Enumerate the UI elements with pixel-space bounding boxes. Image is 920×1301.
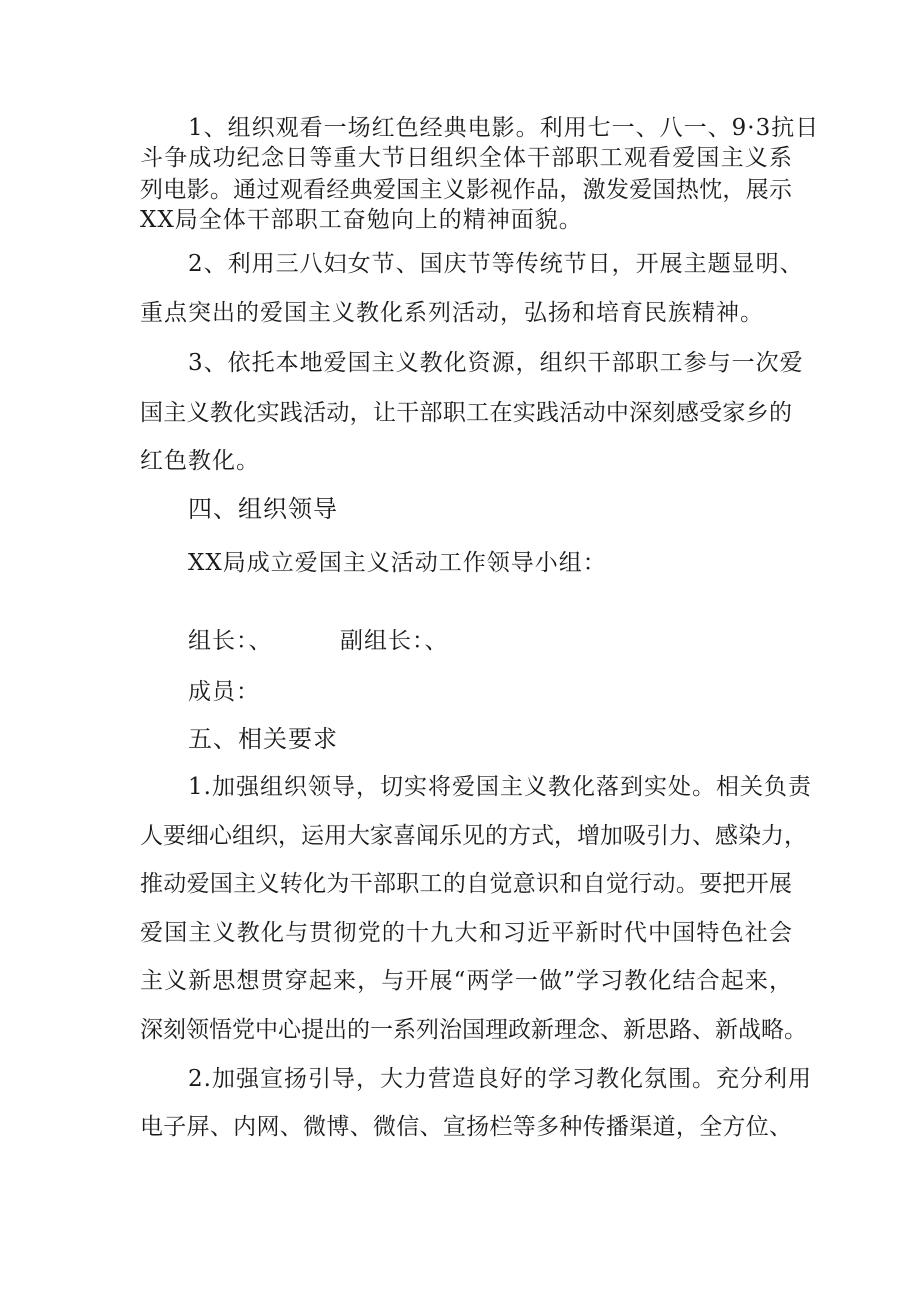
- section-heading: 五、相关要求: [188, 725, 338, 753]
- text-line: 人要细心组织，运用大家喜闻乐见的方式，增加吸引力、感染力，: [140, 823, 807, 849]
- text-line: 3、依托本地爱国主义教化资源，组织干部职工参与一次爱: [188, 350, 804, 376]
- text-line: 1、组织观看一场红色经典电影。利用七一、八一、9·3抗日: [188, 115, 820, 141]
- leader-label: 组长：、: [188, 628, 273, 654]
- members-label: 成员：: [188, 679, 260, 705]
- text-line: 2.加强宣扬引导，大力营造良好的学习教化氛围。充分利用: [188, 1066, 812, 1092]
- text-line: 电子屏、内网、微博、微信、宣扬栏等多种传播渠道，全方位、: [140, 1114, 792, 1140]
- text-line: 主义新思想贯穿起来，与开展“两学一做”学习教化结合起来，: [140, 968, 792, 994]
- text-line: 列电影。通过观看经典爱国主义影视作品，激发爱国热忱，展示: [140, 177, 792, 203]
- text-line: 爱国主义教化与贯彻党的十九大和习近平新时代中国特色社会: [140, 920, 792, 946]
- deputy-leader-label: 副组长：、: [340, 628, 449, 654]
- text-line: 斗争成功纪念日等重大节日组织全体干部职工观看爱国主义系: [140, 145, 792, 171]
- text-line: 1.加强组织领导，切实将爱国主义教化落到实处。相关负责: [188, 774, 812, 800]
- section-heading: 四、组织领导: [188, 495, 338, 523]
- text-line: 深刻领悟党中心提出的一系列治国理政新理念、新思路、新战略。: [140, 1017, 807, 1043]
- text-line: 国主义教化实践活动，让干部职工在实践活动中深刻感受家乡的: [140, 400, 792, 426]
- text-line: 推动爱国主义转化为干部职工的自觉意识和自觉行动。要把开展: [140, 871, 792, 897]
- text-line: 重点突出的爱国主义教化系列活动，弘扬和培育民族精神。: [140, 300, 764, 326]
- text-line: XX局成立爱国主义活动工作领导小组：: [188, 550, 607, 576]
- text-line: 红色教化。: [140, 448, 260, 474]
- text-line: 2、利用三八妇女节、国庆节等传统节日，开展主题显明、: [188, 251, 804, 277]
- text-line: XX局全体干部职工奋勉向上的精神面貌。: [140, 207, 583, 233]
